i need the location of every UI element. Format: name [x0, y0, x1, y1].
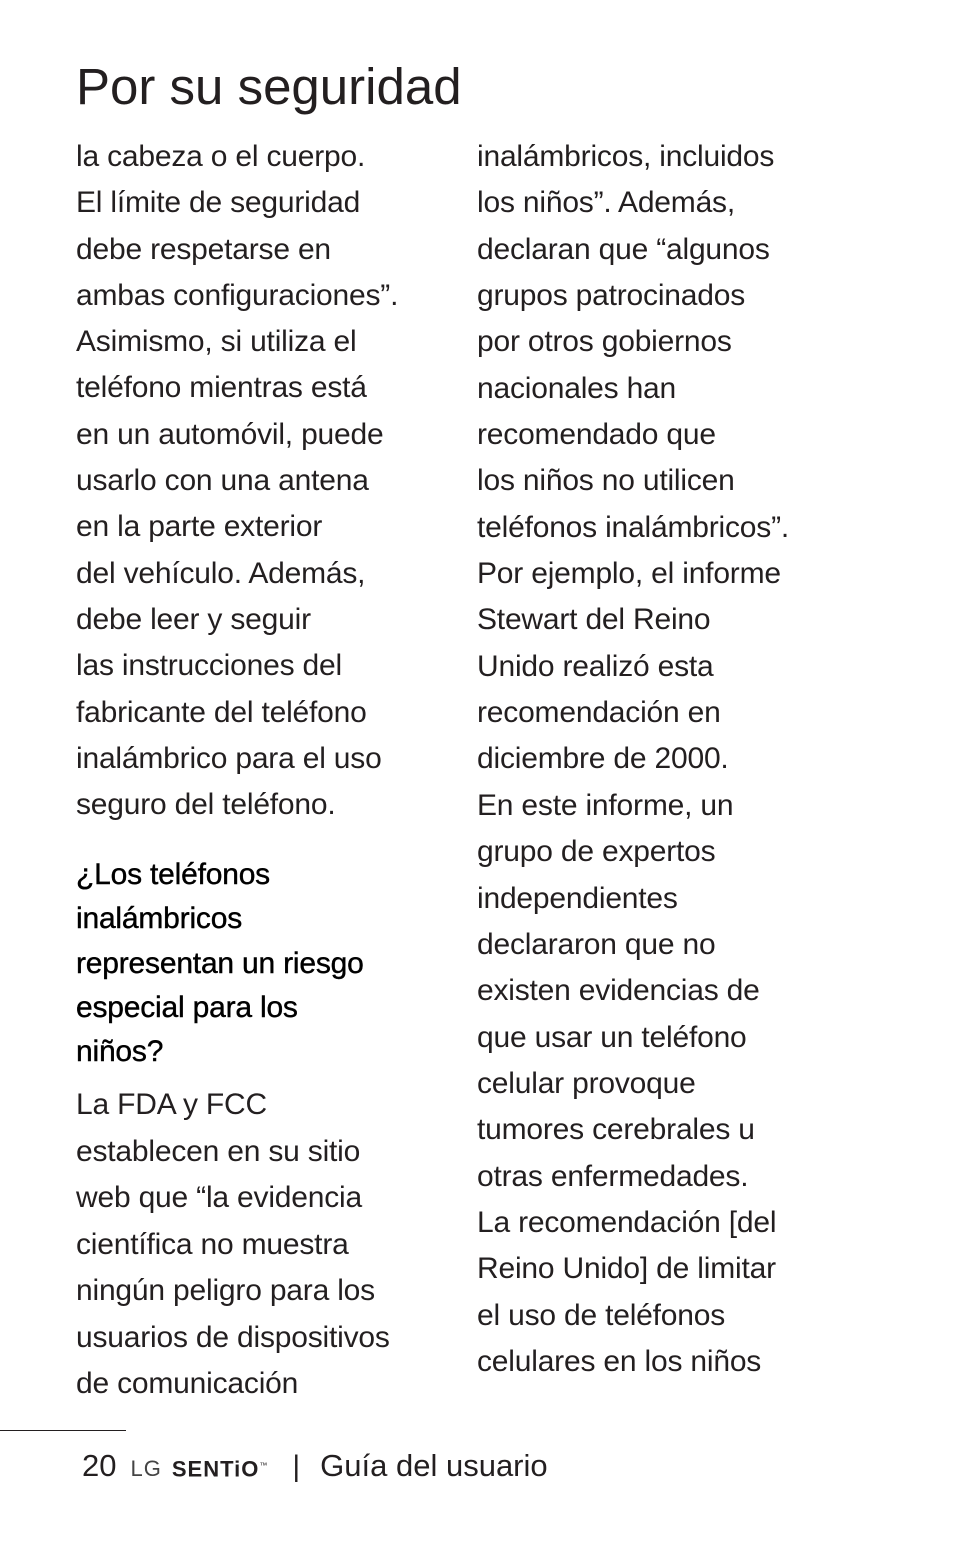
text-line: los niños”. Además, [477, 186, 735, 220]
text-line: por otros gobiernos [477, 325, 732, 359]
section-heading-children-risk [76, 853, 364, 1074]
text-line: Por ejemplo, el informe [477, 557, 781, 591]
text-line: científica no muestra [76, 1227, 349, 1261]
text-line: debe respetarse en [76, 232, 331, 266]
text-line: los niños no utilicen [477, 464, 735, 498]
text-line: las instrucciones del [76, 649, 342, 683]
text-line: niños? [76, 1035, 164, 1069]
text-line: especial para los [76, 990, 298, 1024]
page-footer [82, 1444, 548, 1491]
text-line: inalámbricos [76, 902, 242, 936]
text-line: declaran que “algunos [477, 232, 770, 266]
text-line: ambas configuraciones”. [76, 278, 399, 312]
text-line: de comunicación [76, 1367, 299, 1400]
brand-logo [130, 1444, 268, 1491]
trademark: ™ [259, 1461, 269, 1470]
left-paragraph-1 [76, 134, 398, 828]
text-line: El límite de seguridad [76, 186, 361, 220]
text-line: ¿Los teléfonos [76, 858, 270, 891]
text-line: existen evidencias de [477, 974, 760, 1008]
text-line: representan un riesgo [76, 946, 364, 980]
text-line: Unido realizó esta [477, 649, 714, 683]
text-line: establecen en su sitio [76, 1134, 361, 1168]
brand-lg: LG [130, 1456, 162, 1482]
text-line: fabricante del teléfono [76, 695, 367, 729]
text-line: en la parte exterior [76, 510, 323, 544]
text-line: tumores cerebrales u [477, 1113, 755, 1147]
footer-rule [0, 1430, 126, 1431]
text-line: del vehículo. Además, [76, 556, 366, 590]
text-line: recomendación en [477, 696, 721, 730]
page-number: 20 [82, 1448, 117, 1484]
text-line: seguro del teléfono. [76, 788, 336, 822]
left-paragraph-2 [76, 1082, 390, 1408]
text-line: nacionales han [477, 371, 677, 405]
text-line: teléfonos inalámbricos”. [477, 510, 790, 544]
text-line: Stewart del Reino [477, 603, 711, 637]
footer-separator: | [292, 1450, 301, 1484]
text-line: independientes [477, 881, 678, 915]
text-line: celulares en los niños [477, 1344, 762, 1378]
text-line: grupos patrocinados [477, 279, 746, 313]
page-title: Por su seguridad [76, 58, 462, 115]
text-line: usuarios de dispositivos [76, 1320, 390, 1354]
text-line: En este informe, un [477, 788, 734, 822]
text-line: grupo de expertos [477, 835, 716, 869]
text-line: teléfono mientras está [76, 371, 367, 405]
text-line: diciembre de 2000. [477, 742, 729, 776]
text-line: en un automóvil, puede [76, 417, 384, 451]
text-line: La FDA y FCC [76, 1088, 267, 1121]
text-line: web que “la evidencia [76, 1181, 362, 1214]
text-line: recomendado que [477, 418, 716, 452]
text-line: ningún peligro para los [76, 1274, 375, 1307]
text-line: Asimismo, si utiliza el [76, 325, 357, 359]
text-line: otras enfermedades. [477, 1159, 749, 1193]
text-line: debe leer y seguir [76, 602, 311, 636]
right-column-text [477, 134, 789, 1385]
text-line: usarlo con una antena [76, 464, 369, 498]
text-line: Reino Unido] de limitar [477, 1252, 776, 1286]
text-line: inalámbrico para el uso [76, 741, 382, 775]
text-line: que usar un teléfono [477, 1020, 747, 1054]
text-line: la cabeza o el cuerpo. [76, 140, 366, 173]
guide-label: Guía del usuario [320, 1448, 548, 1484]
text-line: declararon que no [477, 927, 716, 961]
brand-product: SENTiO [171, 1456, 260, 1482]
text-line: el uso de teléfonos [477, 1298, 726, 1332]
text-line: inalámbricos, incluidos [477, 140, 775, 173]
text-line: La recomendación [del [477, 1205, 777, 1239]
text-line: celular provoque [477, 1066, 696, 1100]
